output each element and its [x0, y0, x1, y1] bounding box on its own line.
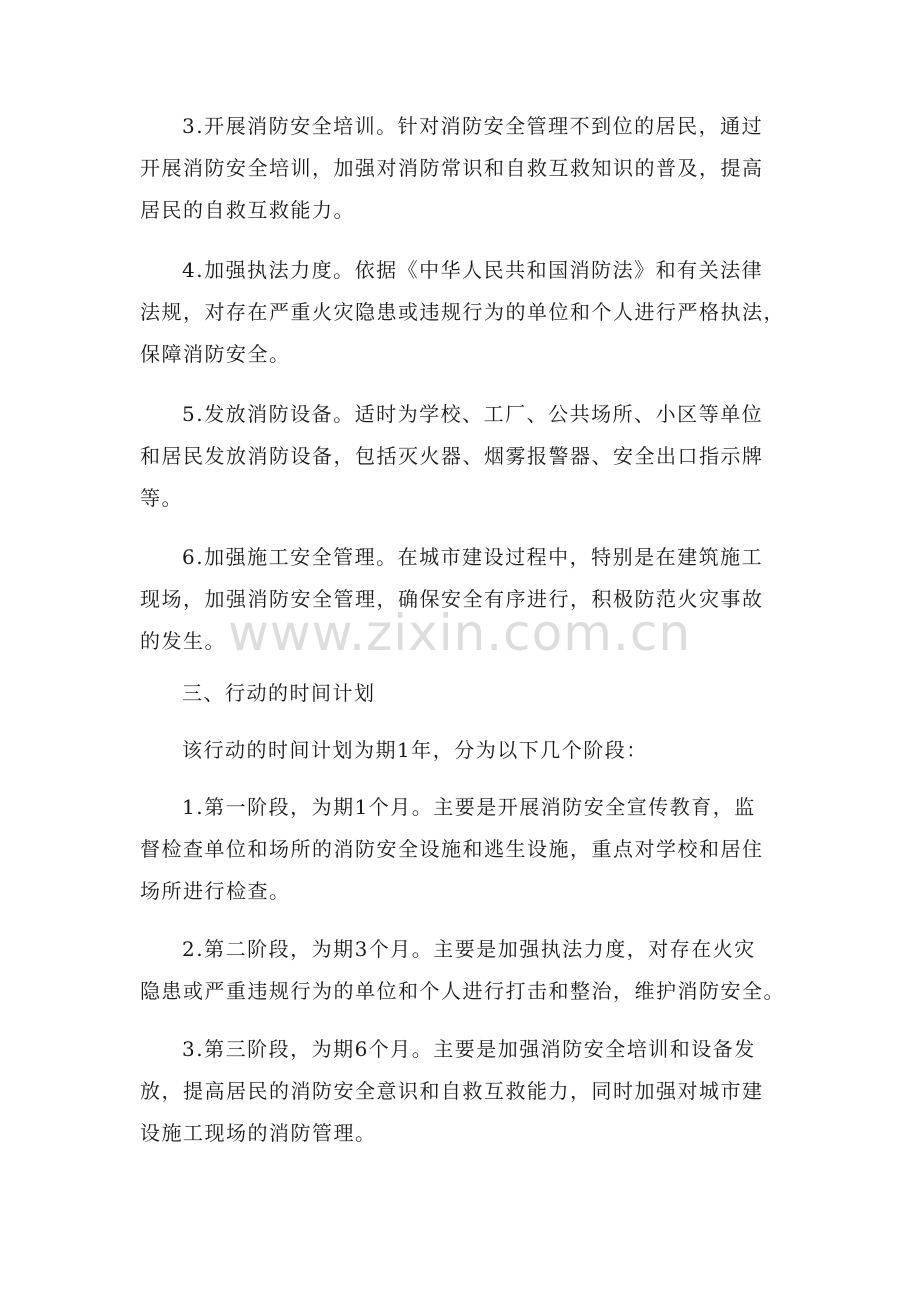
- paragraph-phase-2: [140, 928, 785, 1012]
- text-line: 放，提高居民的消防安全意识和自救互救能力，同时加强对城市建: [140, 1079, 764, 1103]
- text-line: 开展消防安全培训，加强对消防常识和自救互救知识的普及，提高: [140, 156, 764, 180]
- text-line: 4.加强执法力度。依据《中华人民共和国消防法》和有关法律: [182, 258, 764, 282]
- heading-text: 三、行动的时间计划: [182, 681, 376, 705]
- paragraph-equipment: [140, 393, 780, 519]
- text-line: 和居民发放消防设备，包括灭火器、烟雾报警器、安全出口指示牌: [140, 444, 764, 468]
- watermark: www.zixin.com.cn: [228, 604, 692, 662]
- paragraph-training: [140, 105, 780, 231]
- text-line: 6.加强施工安全管理。在城市建设过程中，特别是在建筑施工: [182, 545, 764, 569]
- text-line: 设施工现场的消防管理。: [140, 1121, 377, 1145]
- paragraph-schedule-intro: [140, 729, 780, 771]
- text-line: 3.第三阶段，为期6个月。主要是加强消防安全培训和设备发: [182, 1037, 756, 1061]
- text-line: 居民的自救互救能力。: [140, 198, 355, 222]
- text-line: 的发生。: [140, 629, 226, 653]
- paragraph-phase-3: [140, 1028, 780, 1154]
- text-line: 等。: [140, 486, 183, 510]
- text-line: 隐患或严重违规行为的单位和个人进行打击和整治，维护消防安全。: [140, 979, 785, 1003]
- text-line: 3.开展消防安全培训。针对消防安全管理不到位的居民，通过: [182, 114, 764, 138]
- paragraph-phase-1: [140, 786, 780, 912]
- section-heading: [140, 672, 780, 714]
- text-line: 1.第一阶段，为期1个月。主要是开展消防安全宣传教育，监: [182, 795, 756, 819]
- text-line: 现场，加强消防安全管理，确保安全有序进行，积极防范火灾事故: [140, 587, 764, 611]
- text-line: 督检查单位和场所的消防安全设施和逃生设施，重点对学校和居住: [140, 837, 764, 861]
- paragraph-enforcement: [140, 249, 785, 375]
- text-line: 法规，对存在严重火灾隐患或违规行为的单位和个人进行严格执法，: [140, 300, 785, 324]
- text-line: 保障消防安全。: [140, 342, 291, 366]
- text-line: 场所进行检查。: [140, 879, 291, 903]
- text-line: 2.第二阶段，为期3个月。主要是加强执法力度，对存在火灾: [182, 937, 756, 961]
- text-line: 该行动的时间计划为期1年，分为以下几个阶段：: [182, 738, 648, 762]
- text-line: 5.发放消防设备。适时为学校、工厂、公共场所、小区等单位: [182, 402, 764, 426]
